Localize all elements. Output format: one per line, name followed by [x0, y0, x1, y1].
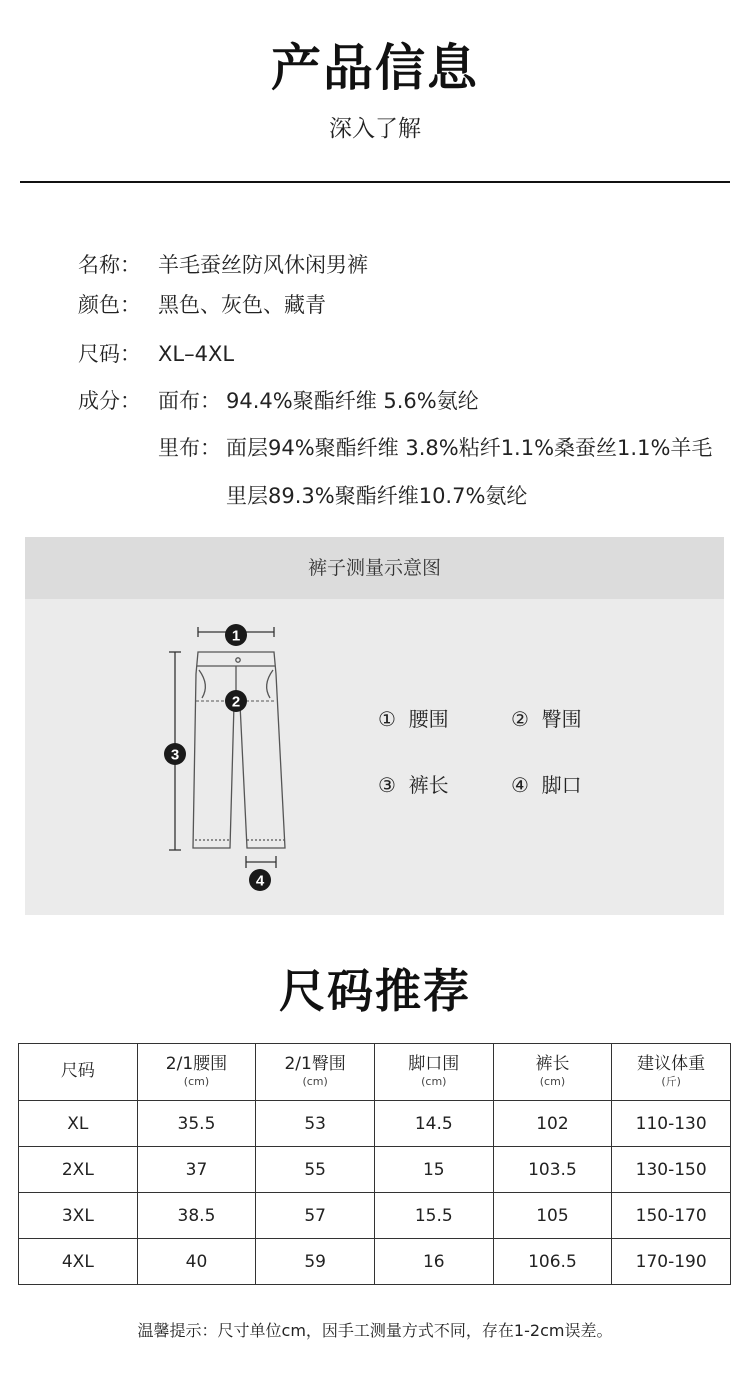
info-size-label: 尺码： [78, 342, 141, 366]
size-table [18, 1043, 731, 1285]
table-cell: 106.5 [493, 1239, 612, 1285]
size-table-header [19, 1044, 731, 1101]
diagram-heading: 裤子测量示意图 [25, 537, 724, 599]
table-cell: 15.5 [374, 1193, 493, 1239]
info-color-row [78, 289, 326, 319]
legend-waist [378, 703, 449, 732]
info-fabric-label: 面布： [158, 389, 221, 413]
table-cell: 170-190 [612, 1239, 731, 1285]
table-cell: 59 [256, 1239, 375, 1285]
col-length: 裤长 (cm) [493, 1044, 612, 1101]
col-hip: 2/1臀围 (cm) [256, 1044, 375, 1101]
pants-diagram [150, 610, 300, 900]
legend-hip [511, 703, 582, 732]
info-lining-value-1: 面层94%聚酯纤维 3.8%粘纤1.1%桑蚕丝1.1%羊毛 [226, 436, 713, 460]
table-cell: 4XL [19, 1239, 138, 1285]
info-size-row [78, 338, 234, 368]
table-row [19, 1239, 731, 1285]
page-title: 产品信息 [271, 39, 479, 97]
col-weight: 建议体重 (斤) [612, 1044, 731, 1101]
legend-hem [511, 769, 582, 798]
col-hip-unit: (cm) [302, 1075, 328, 1089]
marker-3-label: 3 [170, 746, 180, 764]
table-cell: 35.5 [137, 1101, 256, 1147]
info-color-value: 黑色、灰色、藏青 [158, 293, 326, 317]
table-cell: 103.5 [493, 1147, 612, 1193]
col-weight-unit: (斤) [661, 1075, 681, 1089]
legend-hip-num: ② [511, 707, 529, 731]
table-row [19, 1101, 731, 1147]
divider [20, 181, 730, 183]
marker-1 [225, 624, 247, 646]
info-composition-row [78, 385, 479, 415]
table-cell: 130-150 [612, 1147, 731, 1193]
info-lining-row-2 [226, 480, 527, 510]
marker-2-label: 2 [231, 693, 241, 711]
col-hem-unit: (cm) [421, 1075, 447, 1089]
info-lining-value-2: 里层89.3%聚酯纤维10.7%氨纶 [226, 484, 528, 508]
marker-4 [249, 869, 271, 891]
table-cell: 57 [256, 1193, 375, 1239]
pants-outline-icon [193, 652, 285, 848]
table-cell: 40 [137, 1239, 256, 1285]
info-lining-label: 里布： [158, 436, 221, 460]
col-waist-unit: (cm) [183, 1075, 210, 1089]
table-cell: 37 [137, 1147, 256, 1193]
size-section-title: 尺码推荐 [279, 964, 471, 1018]
table-cell: XL [19, 1101, 138, 1147]
info-name-row [78, 249, 368, 279]
table-cell: 150-170 [612, 1193, 731, 1239]
table-cell: 55 [256, 1147, 375, 1193]
info-color-label: 颜色： [78, 293, 141, 317]
table-cell: 14.5 [374, 1101, 493, 1147]
legend-hem-label: 脚口 [541, 773, 582, 797]
legend-length-label: 裤长 [408, 773, 449, 797]
col-waist: 2/1腰围 (cm) [137, 1044, 256, 1101]
legend-length-num: ③ [378, 773, 396, 797]
table-cell: 102 [493, 1101, 612, 1147]
marker-1-label: 1 [231, 627, 241, 645]
hem-dimension-line [246, 856, 276, 868]
marker-2 [225, 690, 247, 712]
footnote: 温馨提示：尺寸单位cm，因手工测量方式不同，存在1-2cm误差。 [137, 1321, 613, 1340]
info-composition-label: 成分： [78, 389, 141, 413]
page-subtitle: 深入了解 [329, 116, 421, 142]
table-cell: 53 [256, 1101, 375, 1147]
legend-waist-label: 腰围 [408, 707, 449, 731]
info-name-value: 羊毛蚕丝防风休闲男裤 [158, 253, 368, 277]
info-fabric-value: 94.4%聚酯纤维 5.6%氨纶 [226, 389, 479, 413]
diagram-panel [25, 599, 724, 915]
table-cell: 38.5 [137, 1193, 256, 1239]
info-lining-row [158, 432, 712, 462]
table-cell: 110-130 [612, 1101, 731, 1147]
marker-3 [164, 743, 186, 765]
legend-hip-label: 臀围 [541, 707, 582, 731]
col-length-unit: (cm) [539, 1075, 566, 1089]
table-cell: 15 [374, 1147, 493, 1193]
table-row [19, 1147, 731, 1193]
col-hem: 脚口围 (cm) [374, 1044, 493, 1101]
col-size: 尺码 [19, 1044, 138, 1101]
legend-waist-num: ① [378, 707, 396, 731]
info-size-value: XL–4XL [158, 342, 235, 366]
legend-length [378, 769, 449, 798]
table-cell: 3XL [19, 1193, 138, 1239]
marker-4-label: 4 [255, 872, 265, 890]
table-cell: 16 [374, 1239, 493, 1285]
table-cell: 2XL [19, 1147, 138, 1193]
legend-hem-num: ④ [511, 773, 529, 797]
table-row [19, 1193, 731, 1239]
table-cell: 105 [493, 1193, 612, 1239]
info-name-label: 名称： [78, 253, 141, 277]
